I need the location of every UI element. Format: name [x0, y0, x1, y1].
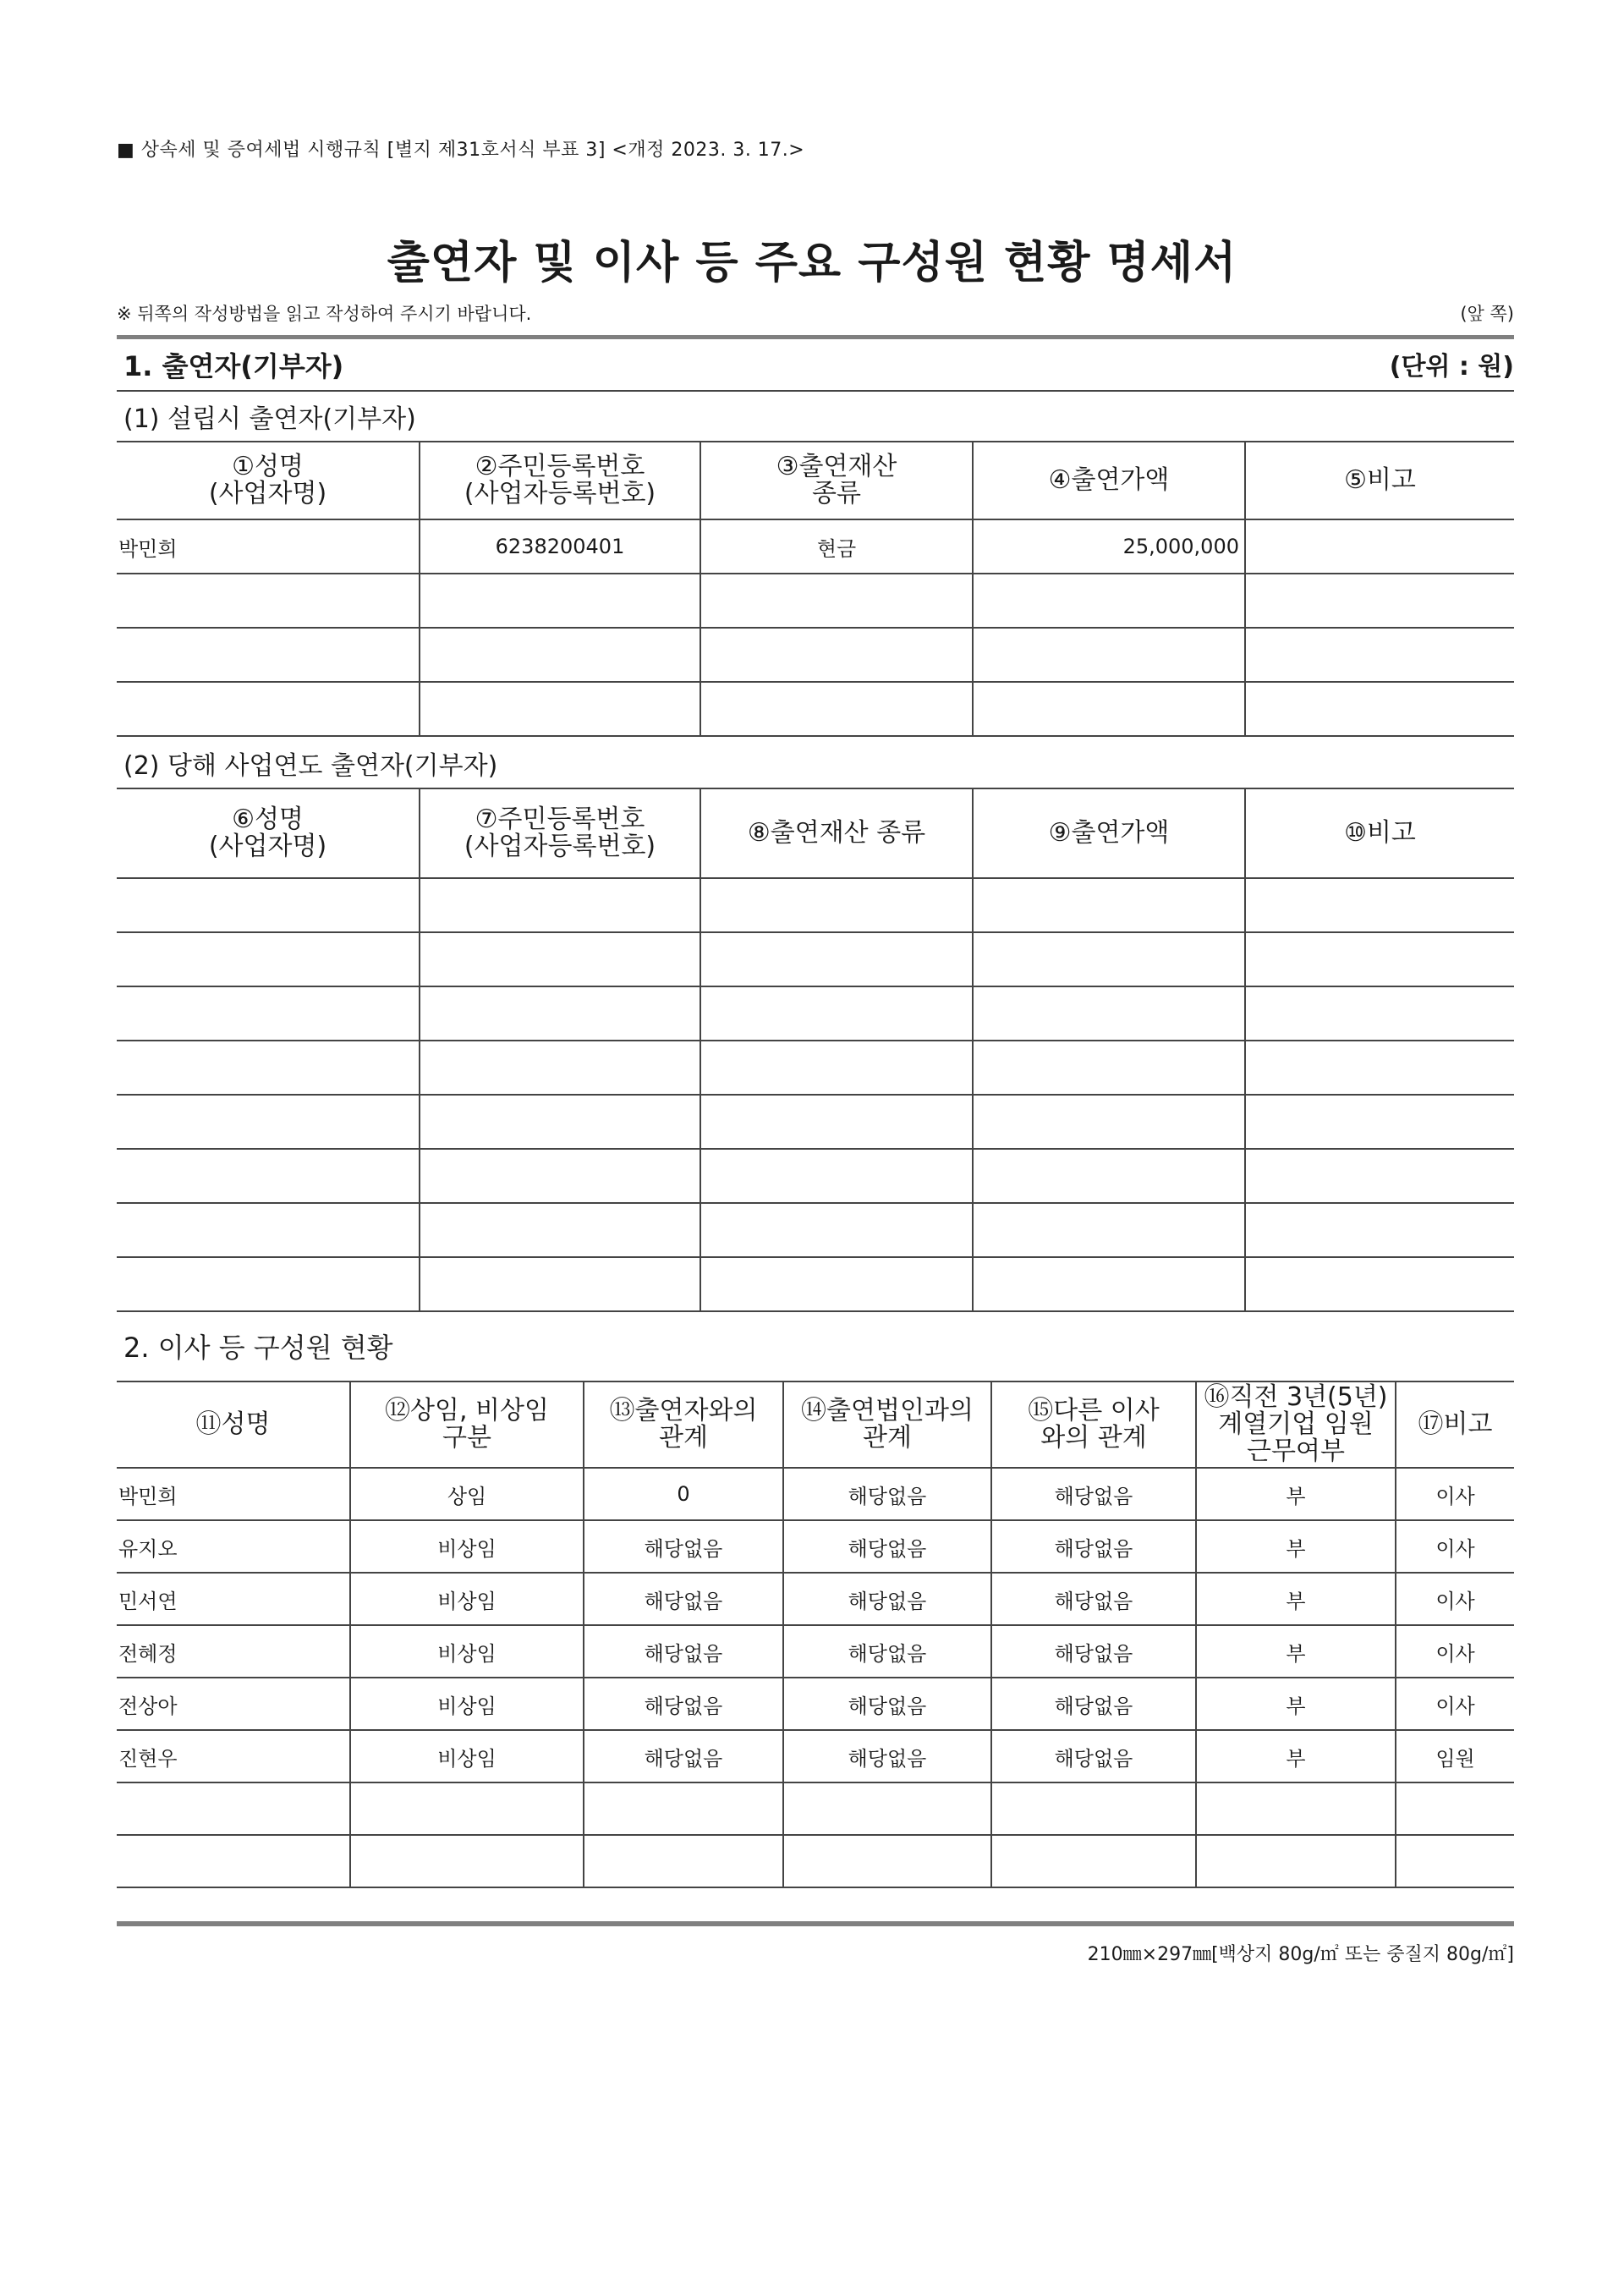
page-side-label: (앞 쪽)	[1460, 304, 1514, 324]
director-cell: 박민희	[117, 1468, 350, 1520]
founder-cell	[1245, 628, 1514, 682]
director-cell: 비상임	[350, 1520, 584, 1573]
page-title: 출연자 및 이사 등 주요 구성원 현황 명세서	[387, 238, 1237, 288]
current-year-header-cell	[700, 788, 973, 878]
current-year-row	[117, 878, 1514, 932]
director-cell: 해당없음	[584, 1730, 783, 1782]
director-cell: 부	[1196, 1678, 1396, 1730]
current-year-cell	[973, 1041, 1245, 1095]
current-year-cell	[700, 1203, 973, 1257]
section1-title: 1. 출연자(기부자)	[123, 350, 344, 382]
director-header-line: ⑯직전 3년(5년)	[1204, 1382, 1388, 1412]
founder-cell: 6238200401	[420, 519, 700, 574]
director-cell: 해당없음	[783, 1678, 991, 1730]
founder-header-line: ⑤비고	[1344, 465, 1416, 495]
current-year-cell	[420, 1149, 700, 1203]
current-year-cell	[420, 986, 700, 1041]
director-cell: 부	[1196, 1468, 1396, 1520]
current-year-cell	[1245, 1149, 1514, 1203]
founder-cell: 현금	[700, 519, 973, 574]
director-header-line: ⑬출연자와의	[609, 1396, 758, 1425]
current-year-cell	[700, 878, 973, 932]
current-year-cell	[1245, 1095, 1514, 1149]
director-cell: 비상임	[350, 1625, 584, 1678]
current-year-row	[117, 1257, 1514, 1311]
current-year-header-cell	[973, 788, 1245, 878]
director-cell: 이사	[1396, 1625, 1514, 1678]
current-year-cell	[420, 1257, 700, 1311]
director-cell: 이사	[1396, 1520, 1514, 1573]
founder-cell	[420, 574, 700, 628]
current-year-cell	[117, 1149, 420, 1203]
director-header-line: 계열기업 임원	[1218, 1409, 1374, 1439]
director-header-line: 구분	[442, 1423, 491, 1453]
director-cell: 해당없음	[991, 1625, 1196, 1678]
founder-row	[117, 574, 1514, 628]
current-year-cell	[700, 986, 973, 1041]
current-year-row	[117, 1095, 1514, 1149]
form-reference: ■ 상속세 및 증여세법 시행규칙 [별지 제31호서식 부표 3] <개정 2023. 3. 17.>	[117, 140, 805, 161]
director-cell: 해당없음	[584, 1625, 783, 1678]
founder-cell	[973, 682, 1245, 736]
top-divider	[117, 335, 1514, 339]
director-cell: 비상임	[350, 1573, 584, 1625]
current-year-cell	[1245, 1041, 1514, 1095]
director-cell	[1396, 1835, 1514, 1887]
current-year-cell	[420, 1095, 700, 1149]
current-year-cell	[117, 1041, 420, 1095]
founder-header-cell	[117, 442, 420, 519]
founder-row	[117, 682, 1514, 736]
director-row	[117, 1573, 1514, 1625]
director-cell: 이사	[1396, 1678, 1514, 1730]
current-year-header-line: ⑥성명	[232, 805, 304, 834]
directors-table	[117, 1381, 1514, 1888]
current-year-cell	[973, 1095, 1245, 1149]
director-cell: 민서연	[117, 1573, 350, 1625]
founder-header-cell	[420, 442, 700, 519]
current-year-header-line: ⑨출연가액	[1048, 818, 1170, 848]
current-year-header-cell	[117, 788, 420, 878]
director-header-line: 근무여부	[1247, 1436, 1345, 1466]
current-year-header-cell	[1245, 788, 1514, 878]
director-row	[117, 1625, 1514, 1678]
director-cell	[1396, 1782, 1514, 1835]
director-cell: 전혜정	[117, 1625, 350, 1678]
sub1-title: (1) 설립시 출연자(기부자)	[123, 404, 416, 434]
founder-cell	[117, 682, 420, 736]
director-cell: 이사	[1396, 1468, 1514, 1520]
founder-cell	[700, 574, 973, 628]
founder-row	[117, 628, 1514, 682]
director-header-line: ⑪성명	[195, 1409, 271, 1439]
current-year-cell	[117, 878, 420, 932]
director-cell	[783, 1782, 991, 1835]
founder-cell	[117, 574, 420, 628]
director-cell	[783, 1835, 991, 1887]
director-cell: 해당없음	[584, 1573, 783, 1625]
current-year-cell	[420, 932, 700, 986]
founder-header-line: 종류	[812, 479, 861, 508]
director-header-cell	[991, 1381, 1196, 1468]
current-year-cell	[117, 986, 420, 1041]
director-cell: 해당없음	[783, 1625, 991, 1678]
director-cell: 유지오	[117, 1520, 350, 1573]
founder-cell	[420, 628, 700, 682]
current-year-cell	[420, 1041, 700, 1095]
founder-header-line: ④출연가액	[1048, 465, 1170, 495]
current-year-cell	[1245, 1257, 1514, 1311]
director-header-cell	[584, 1381, 783, 1468]
current-year-cell	[973, 1203, 1245, 1257]
current-year-header-line: ⑦주민등록번호	[475, 805, 645, 834]
instruction-note: ※ 뒤쪽의 작성방법을 읽고 작성하여 주시기 바랍니다.	[117, 304, 532, 324]
founder-row	[117, 519, 1514, 574]
founder-header-line: ③출연재산	[776, 452, 897, 481]
current-year-cell	[1245, 932, 1514, 986]
director-header-line: ⑭출연법인과의	[801, 1396, 974, 1425]
director-header-line: 관계	[659, 1423, 708, 1453]
current-year-row	[117, 932, 1514, 986]
director-cell: 해당없음	[783, 1520, 991, 1573]
current-year-cell	[700, 1257, 973, 1311]
director-cell	[991, 1835, 1196, 1887]
director-cell: 진현우	[117, 1730, 350, 1782]
director-row	[117, 1782, 1514, 1835]
current-year-header-cell	[420, 788, 700, 878]
founder-header-line: ①성명	[232, 452, 304, 481]
current-year-cell	[1245, 878, 1514, 932]
director-cell	[117, 1782, 350, 1835]
director-row	[117, 1468, 1514, 1520]
current-year-header-line: (사업자명)	[208, 832, 327, 861]
current-year-header-line: (사업자등록번호)	[464, 832, 656, 861]
director-cell: 상임	[350, 1468, 584, 1520]
current-year-header-row	[117, 788, 1514, 878]
current-year-cell	[700, 1095, 973, 1149]
current-year-cell	[700, 932, 973, 986]
founder-cell	[973, 574, 1245, 628]
founder-cell	[700, 682, 973, 736]
founder-header-row	[117, 442, 1514, 519]
current-year-cell	[117, 932, 420, 986]
director-cell: 부	[1196, 1573, 1396, 1625]
director-cell	[117, 1835, 350, 1887]
founder-header-cell	[700, 442, 973, 519]
director-header-cell	[350, 1381, 584, 1468]
founder-header-line: (사업자등록번호)	[464, 479, 656, 508]
current-year-cell	[117, 1203, 420, 1257]
current-year-row	[117, 1203, 1514, 1257]
director-header-line: 와의 관계	[1040, 1423, 1147, 1453]
director-cell: 해당없음	[584, 1678, 783, 1730]
director-cell: 해당없음	[991, 1573, 1196, 1625]
current-year-cell	[1245, 1203, 1514, 1257]
sub2-title: (2) 당해 사업연도 출연자(기부자)	[123, 751, 498, 781]
director-cell: 해당없음	[783, 1573, 991, 1625]
director-cell: 해당없음	[783, 1468, 991, 1520]
director-cell: 비상임	[350, 1678, 584, 1730]
current-year-row	[117, 1041, 1514, 1095]
founder-header-cell	[973, 442, 1245, 519]
current-year-header-line: ⑧출연재산 종류	[747, 818, 926, 848]
current-year-cell	[700, 1041, 973, 1095]
director-cell: 해당없음	[991, 1730, 1196, 1782]
director-cell: 해당없음	[991, 1678, 1196, 1730]
director-cell: 비상임	[350, 1730, 584, 1782]
current-year-cell	[1245, 986, 1514, 1041]
founder-contributors-table	[117, 441, 1514, 737]
director-header-cell	[1396, 1381, 1514, 1468]
current-year-contributors-table	[117, 788, 1514, 1312]
current-year-cell	[420, 1203, 700, 1257]
director-cell	[584, 1782, 783, 1835]
director-cell: 0	[584, 1468, 783, 1520]
current-year-cell	[973, 986, 1245, 1041]
section1-divider	[117, 390, 1514, 392]
director-row	[117, 1835, 1514, 1887]
founder-cell: 25,000,000	[973, 519, 1245, 574]
director-header-row	[117, 1381, 1514, 1468]
founder-header-cell	[1245, 442, 1514, 519]
section2-title: 2. 이사 등 구성원 현황	[123, 1332, 393, 1364]
director-cell: 부	[1196, 1625, 1396, 1678]
director-cell: 해당없음	[783, 1730, 991, 1782]
director-cell: 이사	[1396, 1573, 1514, 1625]
current-year-cell	[117, 1257, 420, 1311]
bottom-divider	[117, 1921, 1514, 1926]
director-row	[117, 1678, 1514, 1730]
director-cell	[991, 1782, 1196, 1835]
current-year-cell	[117, 1095, 420, 1149]
current-year-header-line: ⑩비고	[1344, 818, 1416, 848]
current-year-cell	[973, 932, 1245, 986]
current-year-cell	[700, 1149, 973, 1203]
current-year-cell	[973, 878, 1245, 932]
director-cell	[584, 1835, 783, 1887]
founder-cell	[420, 682, 700, 736]
director-cell	[1196, 1835, 1396, 1887]
founder-cell: 박민희	[117, 519, 420, 574]
director-cell: 해당없음	[991, 1520, 1196, 1573]
current-year-cell	[973, 1149, 1245, 1203]
current-year-cell	[973, 1257, 1245, 1311]
founder-header-line: (사업자명)	[208, 479, 327, 508]
director-cell: 부	[1196, 1520, 1396, 1573]
director-header-line: ⑰비고	[1418, 1409, 1493, 1439]
founder-header-line: ②주민등록번호	[475, 452, 645, 481]
director-cell: 임원	[1396, 1730, 1514, 1782]
founder-cell	[973, 628, 1245, 682]
director-cell	[350, 1835, 584, 1887]
director-header-cell	[117, 1381, 350, 1468]
director-cell: 해당없음	[584, 1520, 783, 1573]
founder-cell	[1245, 682, 1514, 736]
director-header-line: 관계	[863, 1423, 912, 1453]
founder-cell	[117, 628, 420, 682]
director-cell: 부	[1196, 1730, 1396, 1782]
director-cell: 해당없음	[991, 1468, 1196, 1520]
unit-label: (단위 : 원)	[1389, 352, 1514, 382]
founder-cell	[1245, 519, 1514, 574]
director-header-cell	[783, 1381, 991, 1468]
current-year-cell	[420, 878, 700, 932]
director-cell	[1196, 1782, 1396, 1835]
director-header-line: ⑫상임, 비상임	[385, 1396, 549, 1425]
current-year-row	[117, 1149, 1514, 1203]
director-header-cell	[1196, 1381, 1396, 1468]
current-year-row	[117, 986, 1514, 1041]
director-cell: 전상아	[117, 1678, 350, 1730]
director-row	[117, 1520, 1514, 1573]
director-header-line: ⑮다른 이사	[1028, 1396, 1160, 1425]
paper-spec-footer: 210㎜×297㎜[백상지 80g/㎡ 또는 중질지 80g/㎡]	[1087, 1944, 1514, 1965]
founder-cell	[700, 628, 973, 682]
founder-cell	[1245, 574, 1514, 628]
director-row	[117, 1730, 1514, 1782]
director-cell	[350, 1782, 584, 1835]
